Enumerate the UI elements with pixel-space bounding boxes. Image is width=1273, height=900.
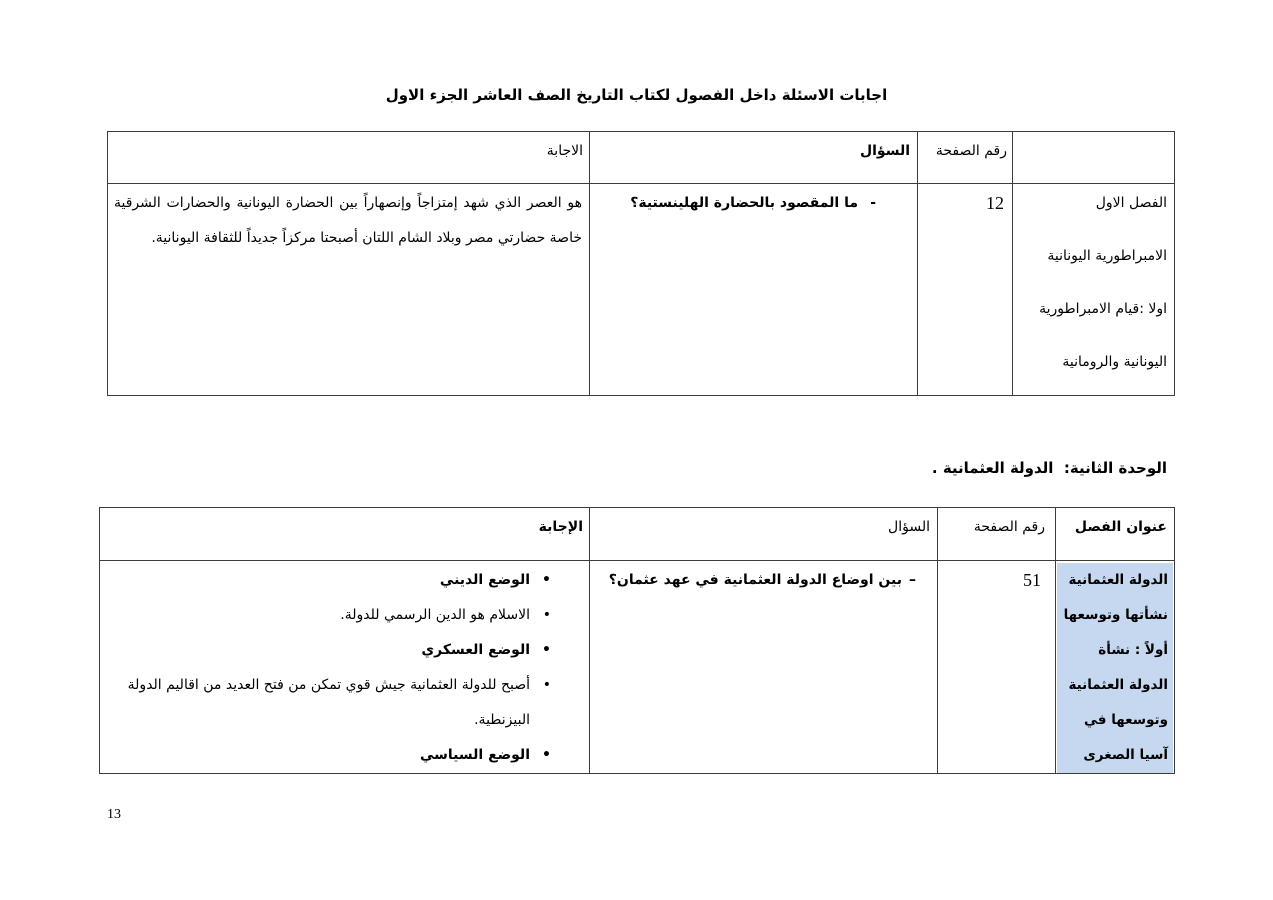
unit-two-heading: الوحدة الثانية: الدولة العثمانية . (931, 459, 1167, 477)
chapter-line: وتوسعها في (1084, 712, 1168, 728)
chapter-line: اليونانية والرومانية (1062, 354, 1167, 370)
list-item-text: أصبح للدولة العثمانية جيش قوي تمكن من فتح العديد من اقاليم الدولة البيزنطية. (127, 677, 530, 728)
chapter-title-cell (1012, 184, 1174, 396)
header-question: السؤال (589, 508, 937, 561)
header-question: السؤال (589, 132, 917, 184)
answer-cell: هو العصر الذي شهد إمتزاجاً وإنصهاراً بين الحضارة اليونانية والحضارات الشرقية خاصة حضارتي مصر وبلاد الشام اللتان أصبحتا مركزاً جديداً للثقافة اليونانية. (107, 184, 589, 396)
chapter-line: الامبراطورية اليونانية (1047, 248, 1167, 264)
question-text: بين اوضاع الدولة العثمانية في عهد عثمان؟ (608, 572, 902, 588)
page-number-cell: 12 (917, 184, 1012, 396)
dash-marker: - (870, 195, 876, 211)
chapter-line: الفصل الاول (1095, 195, 1167, 211)
header-answer: الاجابة (107, 132, 589, 184)
chapter-highlight (1057, 563, 1173, 773)
list-item (100, 668, 589, 738)
answers-table-unit-two (99, 507, 1175, 774)
header-answer: الإجابة (99, 508, 589, 561)
chapter-line: نشأتها وتوسعها (1063, 607, 1168, 623)
document-title: اجابات الاسئلة داخل الفصول لكتاب التاريخ الصف العاشر الجزء الاول (385, 86, 888, 104)
header-page-number: رقم الصفحة (937, 508, 1055, 561)
list-item-text: الوضع الديني (439, 572, 530, 588)
list-item-text: الوضع العسكري (421, 642, 530, 658)
list-item-text: الوضع السياسي (419, 747, 530, 763)
bullet-icon: • (542, 747, 551, 763)
dash-marker: – (909, 572, 916, 588)
answers-table-unit-one (107, 131, 1175, 396)
bullet-icon: • (542, 607, 551, 623)
list-item (100, 563, 589, 598)
bullet-icon: • (542, 642, 551, 658)
answer-cell (99, 561, 589, 774)
bullet-icon: • (542, 572, 551, 588)
chapter-line: الدولة العثمانية (1068, 572, 1168, 588)
chapter-line: أولاً : نشأة (1098, 642, 1168, 658)
page-number-cell: 51 (937, 561, 1055, 774)
header-chapter-title: عنوان الفصل (1055, 508, 1174, 561)
page-number: 13 (107, 807, 121, 822)
list-item-text: الاسلام هو الدين الرسمي للدولة. (340, 607, 530, 623)
chapter-title-cell (1055, 561, 1174, 774)
list-item (100, 633, 589, 668)
answer-bullet-list (100, 563, 589, 773)
chapter-line: آسيا الصغرى (1083, 747, 1168, 763)
list-item (100, 738, 589, 773)
question-text: ما المقصود بالحضارة الهلينستية؟ (630, 195, 858, 211)
chapter-line: الدولة العثمانية (1068, 677, 1168, 693)
header-chapter-cell (1012, 132, 1174, 184)
list-item (100, 598, 589, 633)
question-cell (589, 184, 917, 396)
header-page-number: رقم الصفحة (917, 132, 1012, 184)
chapter-line: اولا :قيام الامبراطورية (1039, 301, 1167, 317)
question-cell (589, 561, 937, 774)
bullet-icon: • (542, 677, 551, 693)
